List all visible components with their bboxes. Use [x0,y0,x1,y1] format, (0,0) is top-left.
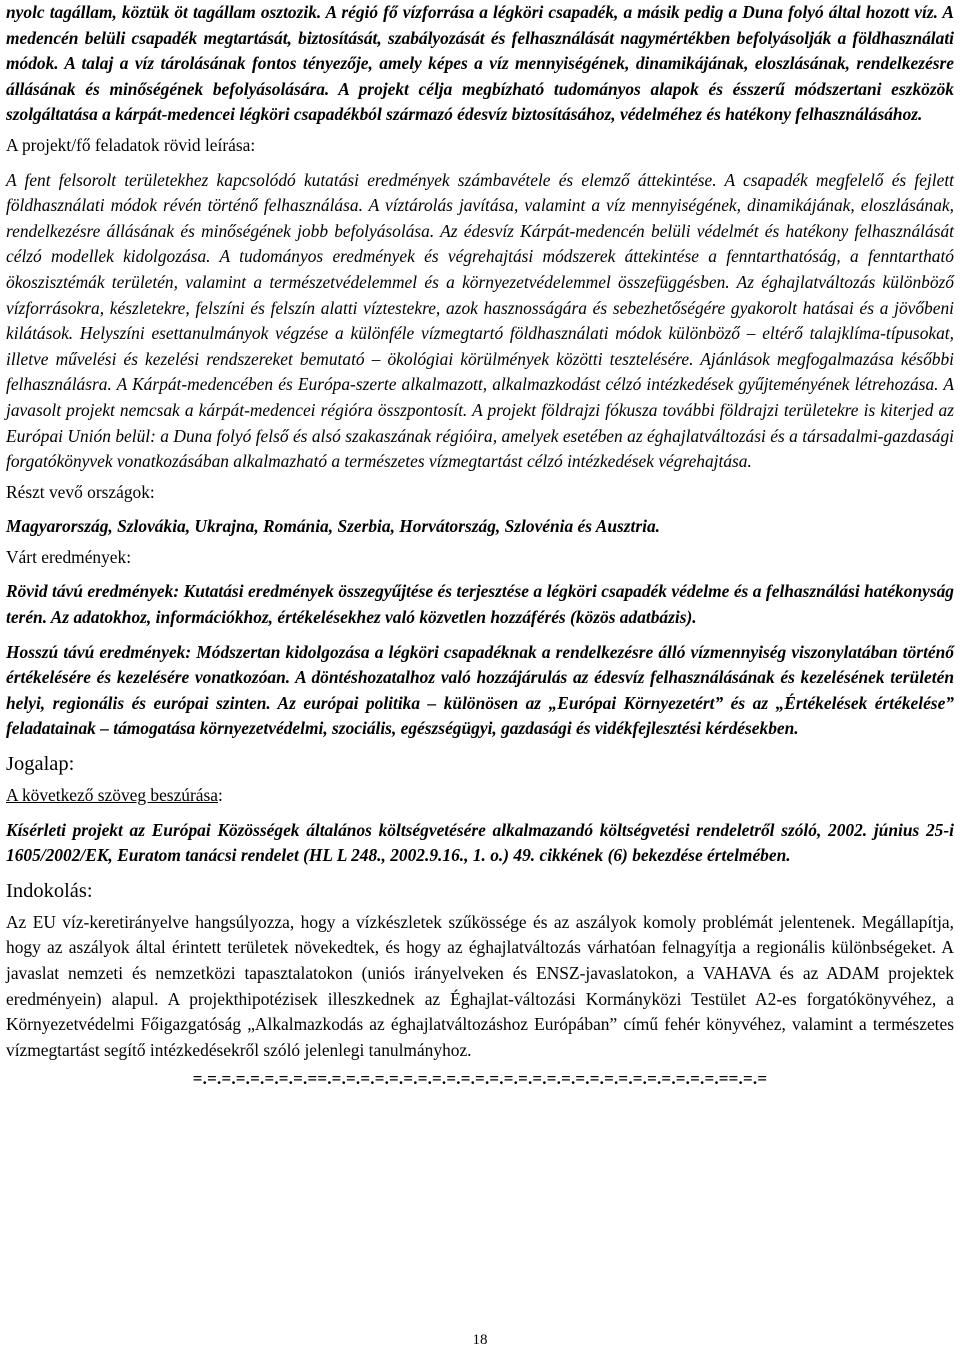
legal-basis-insert-line [6,783,954,809]
tasks-text: A fent felsorolt területekhez kapcsolódó kutatási eredmények számbavétele és elemző áttekintése. A csapadék megfelelő és fejlett földhasználati módok révén történő felhasználása. A víztárolás javítása, valamint a víz mennyiségének, dinamikájának, eloszlásának, rendelkezésre állásának és minőségének jobb befolyásolása. Az édesvíz Kárpát-medencén belüli védelmét és hatékony felhasználását célzó modellek kidolgozása. A tudományos eredmények és végrehajtási módszerek áttekintése a fenntarthatóság, a fenntartható ökoszisztémák területén, valamint a természetvédelemmel és a környezetvédelemmel összefüggésben. Az éghajlatváltozás különböző vízforrásokra, készletekre, felszíni és felszín alatti víztestekre, azok hasznosságára és sebezhetőségére gyakorolt hatásai és a jövőbeni kilátások. Helyszíni esettanulmányok végzése a különféle vízmegtartó földhasználati módok különböző – eltérő talajklíma-típusokat, illetve művelési és kezelési rendszereket bemutató – ökológiai körülmények közötti tesztelésére. Ajánlások megfogalmazása későbbi felhasználásra. A Kárpát-medencében és Európa-szerte alkalmazott, alkalmazkodást célzó intézkedések gyűjteményének létrehozása. A javasolt projekt nemcsak a kárpát-medencei régióra összpontosít. A projekt földrajzi fókusza további földrajzi területekre is kiterjed az Európai Unión belül: a Duna folyó felső és alsó szakaszának régióira, amelyek esetében az éghajlatváltozási és a társadalmi-gazdasági forgatókönyvek vonatkozásában alkalmazható a természetes vízmegtartást célzó intézkedések végrehajtása. [6,169,954,472]
results-heading: Várt eredmények: [6,546,132,567]
countries-heading: Részt vevő országok: [6,481,155,502]
insert-label: A következő szöveg beszúrása [6,785,218,806]
tasks-heading: A projekt/fő feladatok rövid leírása: [6,134,256,155]
results-short-term: Rövid távú eredmények: Kutatási eredmények összegyűjtése és terjesztése a légköri csapadék védelme és a felhasználási hatékonyság terén. Az adatokhoz, információkhoz, értékelésekhez való közvetlen hozzáférés (közös adatbázis). [6,581,954,628]
justification-heading: Indokolás: [6,879,93,902]
intro-paragraph: nyolc tagállam, köztük öt tagállam osztozik. A régió fő vízforrása a légköri csapadék, a másik pedig a Duna folyó által hozott víz. A medencén belüli csapadék megtartását, biztosítását, szabályozását és felhasználását nagymértékben befolyásolják a földhasználati módok. A talaj a víz tárolásának fontos tényezője, amely képes a víz mennyiségének, dinamikájának, eloszlásának, rendelkezésre állásának és minőségének befolyásolására. A projekt célja megbízható tudományos alapok és ésszerű módszertani eszközök szolgáltatása a kárpát-medencei légköri csapadékból származó édesvíz biztosításához, védelméhez és hatékony felhasználásához. [6,2,954,125]
separator-line: =.=.=.=.=.=.=.=.==.=.=.=.=.=.=.=.=.=.=.=.=.=.=.=.=.=.=.=.=.=.=.=.=.=.=.=.==.=.= [192,1069,768,1089]
countries-text: Magyarország, Szlovákia, Ukrajna, Románia, Szerbia, Horvátország, Szlovénia és Ausztria. [6,516,661,537]
justification-text: Az EU víz-keretirányelve hangsúlyozza, hogy a vízkészletek szűkössége és az aszályok komoly problémát jelentenek. Megállapítja, hogy az aszályok által érintett területek növekedtek, és hogy az éghajlatváltozás várhatóan felnagyítja a regionális különbségeket. A javaslat nemzeti és nemzetközi tapasztalatokon (uniós irányelveken és ENSZ-javaslatokon, a VAHAVA és az ADAM projektek eredményein) alapul. A projekthipotézisek illeszkednek az Éghajlat-változási Kormányközi Testület A2-es forgatókönyvéhez, a Környezetvédelmi Főigazgatóság „Alkalmazkodás az éghajlatváltozáshoz Európában” című fehér könyvéhez, valamint a természetes vízmegtartást segítő intézkedésekről szóló jelenlegi tanulmányhoz. [6,911,954,1060]
results-long-term: Hosszú távú eredmények: Módszertan kidolgozása a légköri csapadéknak a rendelkezésre álló vízmennyiség viszonylatában történő értékelésére és kezelésére vonatkozóan. A döntéshozatalhoz való hozzájárulás az édesvíz felhasználásának és kezelésének területén helyi, regionális és európai szinten. Az európai politika – különösen az „Európai Környezetért” és az „Értékelések értékelése” feladatainak – támogatása környezetvédelmi, szociális, egészségügyi, gazdasági és vidékfejlesztési kérdésekben. [6,641,954,739]
legal-basis-text: Kísérleti projekt az Európai Közösségek általános költségvetésére alkalmazandó költségvetési rendeletről szóló, 2002. június 25-i 1605/2002/EK, Euratom tanácsi rendelet (HL L 248., 2002.9.16., 1. o.) 49. cikkének (6) bekezdése értelmében. [6,819,954,866]
legal-basis-heading: Jogalap: [6,753,75,776]
document-page [6,0,954,1091]
page-number: 18 [472,1332,488,1348]
insert-colon: : [218,785,223,806]
